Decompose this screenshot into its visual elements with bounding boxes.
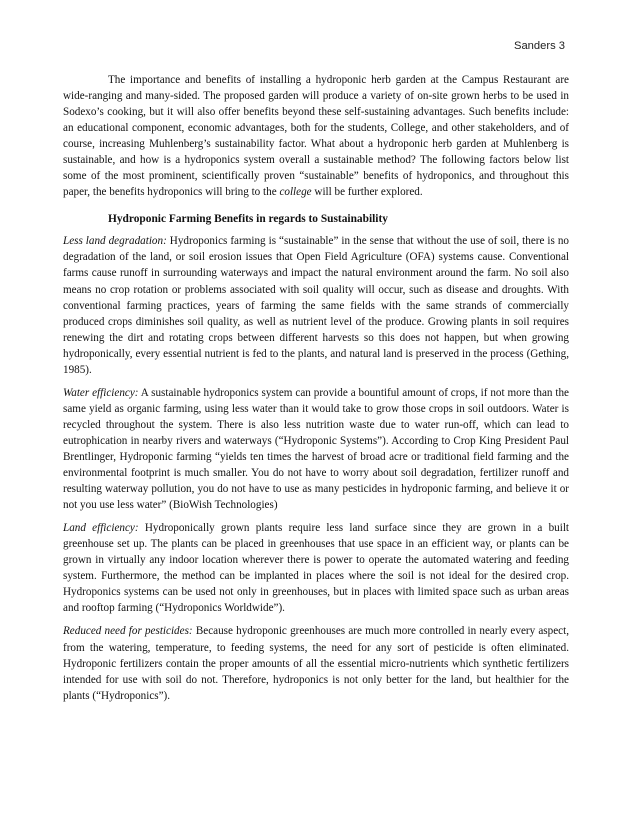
section-land-efficiency <box>63 520 569 616</box>
running-head: Sanders 3 <box>514 40 565 52</box>
section-pesticides <box>63 623 569 703</box>
section-water-efficiency <box>63 385 569 513</box>
section-lead: Water efficiency: <box>63 386 139 399</box>
section-text: A sustainable hydroponics system can provide a bountiful amount of crops, if not more than the same yield as organic farming, using less water than it would take to grow those crops in soil outdoors. Water is recycled throughout the system. There is also less nutrition waste due to water run-off, which can lead to eutrophication in nearby rivers and waterways (“Hydroponic Systems”). According to Crop King President Paul Brentlinger, Hydroponic farming “yields ten times the harvest of broad acre or traditional field farming and the environmental footprint is much smaller. You do not have to worry about soil degradation, fertilizer runoff and resulting waterway pollution, you do not have to use as many pesticides in hydroponic farming, and believe it or not you use less water” (BioWish Technologies) <box>63 386 569 512</box>
section-heading: Hydroponic Farming Benefits in regards to Sustainability <box>108 213 388 226</box>
intro-text: The importance and benefits of installing a hydroponic herb garden at the Campus Restaurant are wide-ranging and many-sided. The proposed garden will produce a variety of on-site grown herbs to be used in Sodexo’s cooking, but it will also offer benefits beyond these self-sustaining advantages. Such benefits include: an educational component, economic advantages, both for the students, College, and other stakeholders, and of course, increasing Muhlenberg’s sustainability factor. What about a hydroponic herb garden at Muhlenberg is sustainable, and how is a hydroponics system overall a sustainable method? The following factors below list some of the most prominent, scientifically proven “sustainable” benefits of hydroponics, and throughout this paper, the benefits hydroponics will bring to the <box>63 74 569 199</box>
page-body <box>63 72 569 711</box>
section-text: Hydroponically grown plants require less land surface since they are grown in a built greenhouse set up. The plants can be placed in greenhouses that use space in an efficient way, or plants can be grown in virtually any indoor location wherever there is power to operate the automated watering and feeding system. Furthermore, the method can be implanted in places where the soil is not ideal for the desired crop. Hydroponics systems can be used not only in greenhouses, but in places with limited space such as urban areas and rooftop farming (“Hydroponics Worldwide”). <box>63 522 570 615</box>
intro-emphasis: college <box>279 186 312 199</box>
section-text: Hydroponics farming is “sustainable” in the sense that without the use of soil, there is no degradation of the land, or soil erosion issues that Open Field Agriculture (OFA) systems cause. Conventional farms cause runoff in surrounding waterways and impact the natural environment around the farm. No soil also means no crop rotation or problems associated with soil quality will occur, such as disease and droughts. With conventional farming practices, years of farming the same fields with the same strands of commercially produced crops diminishes soil quality, as well as nutrient level of the produce. Growing plants in soil requires renewing the dirt and rotating crops between different harvests so this does not happen, but when growing hydroponically, every essential nutrient is fed to the plants, and natural land is preserved in the process (Gething, 1985). <box>63 235 569 376</box>
section-lead: Reduced need for pesticides: <box>63 625 193 638</box>
intro-text-end: will be further explored. <box>311 186 423 199</box>
section-lead: Land efficiency: <box>63 522 139 535</box>
section-land-degradation <box>63 233 569 377</box>
section-text: Because hydroponic greenhouses are much more controlled in nearly every aspect, from the watering, temperature, to feeding systems, the need for any sort of pesticide is often eliminated. Hydroponic fertilizers contain the proper amounts of all the essential micro-nutrients which synthetic fertilizers intended for use with soil do not. Therefore, hydroponics is not only better for the land, but healthier for the plants (“Hydroponics”). <box>63 625 569 702</box>
section-lead: Less land degradation: <box>63 235 167 248</box>
intro-paragraph <box>63 72 569 200</box>
